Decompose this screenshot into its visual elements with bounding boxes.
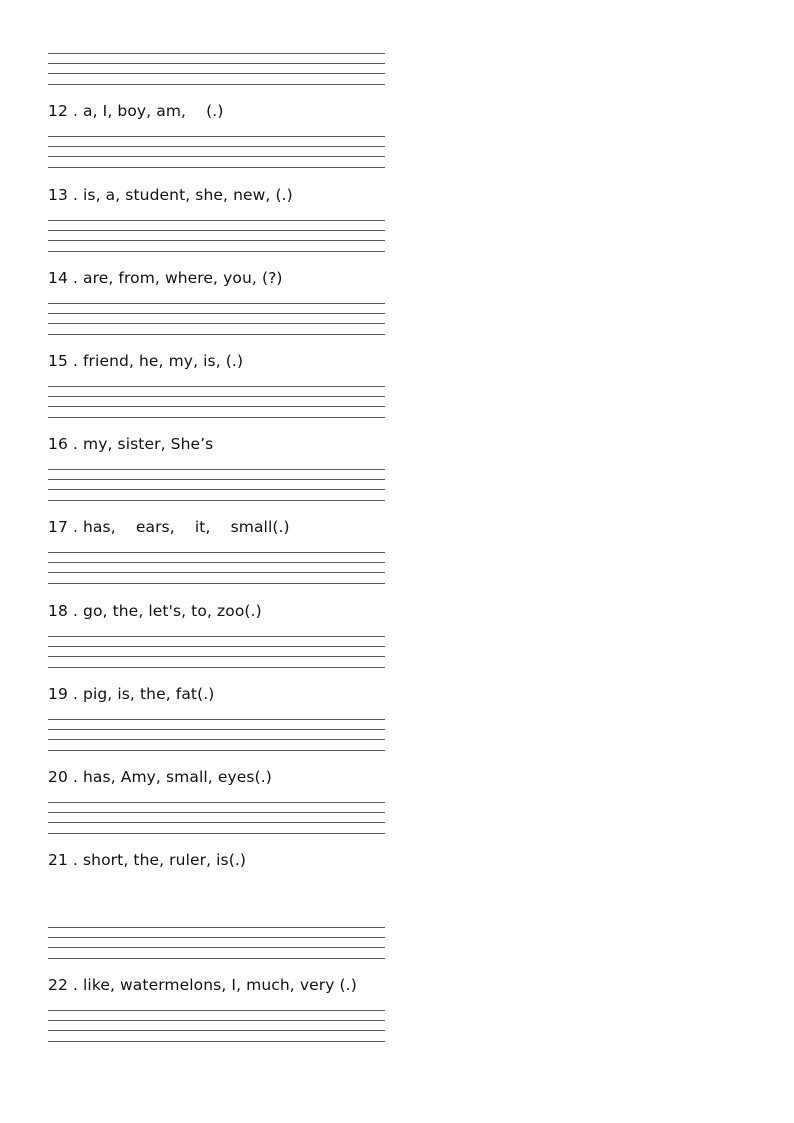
writing-line (48, 84, 385, 85)
writing-line (48, 833, 385, 834)
writing-line (48, 947, 385, 948)
writing-line (48, 552, 385, 553)
question-21: 21 . short, the, ruler, is(.) (48, 851, 247, 869)
writing-line (48, 479, 385, 480)
writing-lines (48, 53, 385, 86)
question-15: 15 . friend, he, my, is, (.) (48, 352, 244, 370)
writing-line (48, 1020, 385, 1021)
writing-line (48, 53, 385, 54)
answer-lines-12[interactable] (48, 136, 385, 169)
question-20: 20 . has, Amy, small, eyes(.) (48, 768, 272, 786)
writing-line (48, 220, 385, 221)
writing-line (48, 719, 385, 720)
writing-line (48, 489, 385, 490)
answer-lines-21[interactable] (48, 927, 385, 960)
writing-line (48, 802, 385, 803)
writing-line (48, 583, 385, 584)
question-14: 14 . are, from, where, you, (?) (48, 269, 283, 287)
writing-line (48, 230, 385, 231)
answer-lines-20[interactable] (48, 802, 385, 835)
writing-line (48, 1030, 385, 1031)
writing-line (48, 646, 385, 647)
writing-line (48, 572, 385, 573)
writing-line (48, 667, 385, 668)
writing-line (48, 240, 385, 241)
answer-lines-16[interactable] (48, 469, 385, 502)
writing-line (48, 822, 385, 823)
writing-line (48, 562, 385, 563)
answer-lines-14[interactable] (48, 303, 385, 336)
answer-lines-17[interactable] (48, 552, 385, 585)
writing-line (48, 386, 385, 387)
answer-lines-18[interactable] (48, 636, 385, 669)
writing-line (48, 958, 385, 959)
writing-line (48, 927, 385, 928)
answer-lines-13[interactable] (48, 220, 385, 253)
writing-line (48, 812, 385, 813)
writing-line (48, 136, 385, 137)
question-16: 16 . my, sister, She’s (48, 435, 214, 453)
writing-line (48, 323, 385, 324)
writing-line (48, 1041, 385, 1042)
writing-line (48, 937, 385, 938)
writing-line (48, 739, 385, 740)
question-13: 13 . is, a, student, she, new, (.) (48, 186, 293, 204)
question-22: 22 . like, watermelons, I, much, very (.) (48, 976, 357, 994)
writing-line (48, 500, 385, 501)
writing-line (48, 146, 385, 147)
writing-line (48, 656, 385, 657)
answer-lines-19[interactable] (48, 719, 385, 752)
answer-lines-15[interactable] (48, 386, 385, 419)
writing-line (48, 63, 385, 64)
writing-line (48, 1010, 385, 1011)
writing-line (48, 750, 385, 751)
writing-line (48, 313, 385, 314)
writing-line (48, 396, 385, 397)
writing-line (48, 251, 385, 252)
answer-lines-22[interactable] (48, 1010, 385, 1043)
writing-line (48, 334, 385, 335)
question-18: 18 . go, the, let's, to, zoo(.) (48, 602, 262, 620)
writing-line (48, 167, 385, 168)
writing-line (48, 469, 385, 470)
writing-line (48, 303, 385, 304)
writing-line (48, 729, 385, 730)
writing-line (48, 73, 385, 74)
question-17: 17 . has, ears, it, small(.) (48, 518, 290, 536)
question-19: 19 . pig, is, the, fat(.) (48, 685, 215, 703)
writing-line (48, 156, 385, 157)
writing-line (48, 636, 385, 637)
writing-line (48, 417, 385, 418)
question-12: 12 . a, I, boy, am, (.) (48, 102, 224, 120)
writing-line (48, 406, 385, 407)
